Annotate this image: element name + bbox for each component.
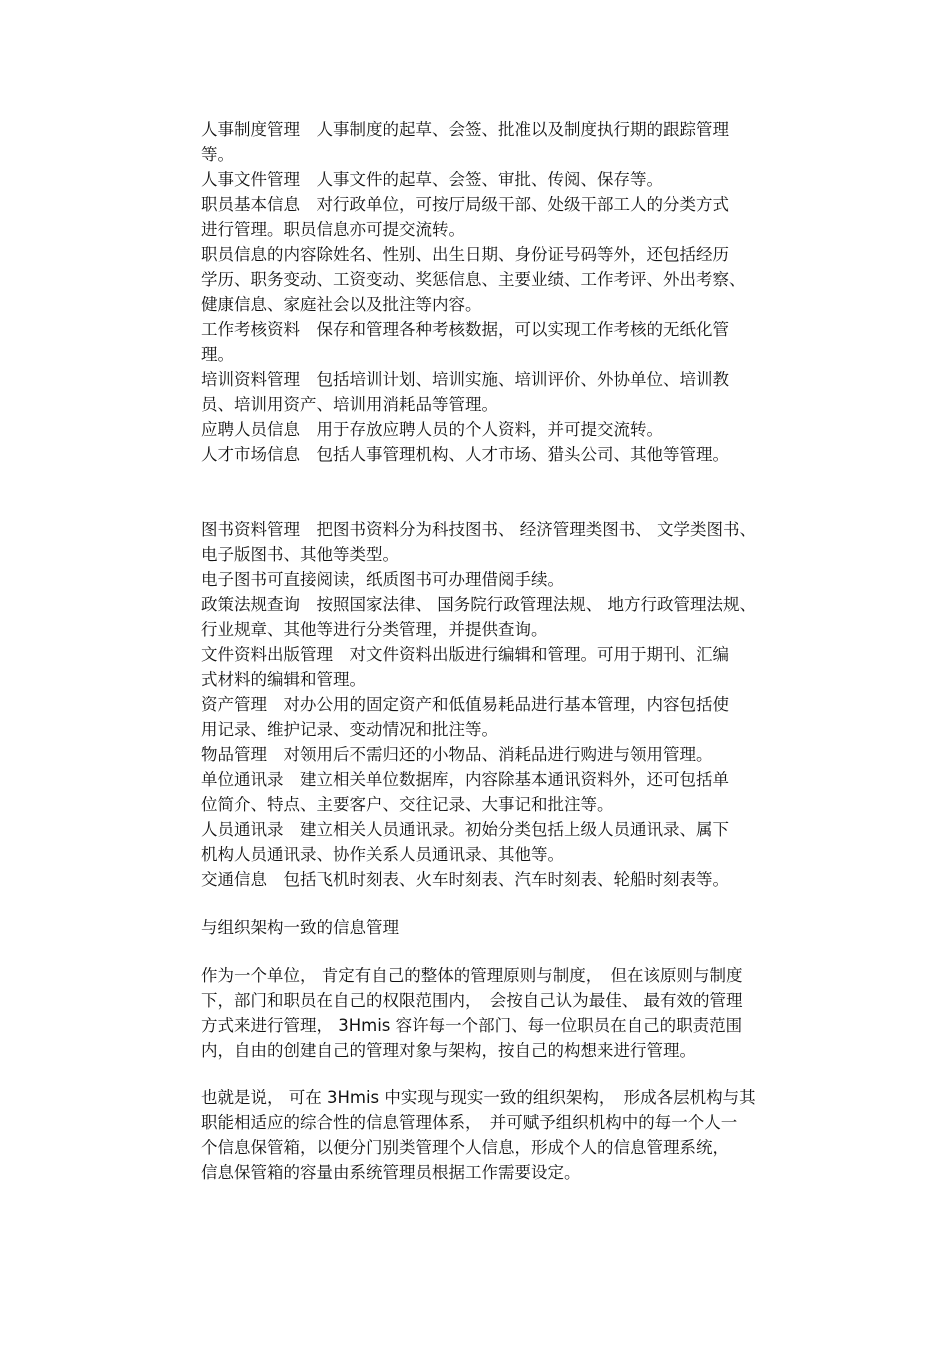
text-line: 人员通讯录 建立相关人员通讯录。初始分类包括上级人员通讯录、属下: [201, 820, 729, 839]
text-line: 方式来进行管理， 3Hmis 容许每一个部门、每一位职员在自己的职责范围: [201, 1016, 743, 1035]
text-line: 信息保管箱的容量由系统管理员根据工作需要设定。: [201, 1163, 581, 1182]
text-line: 应聘人员信息 用于存放应聘人员的个人资料，并可提交流转。: [201, 420, 663, 439]
text-line: 内，自由的创建自己的管理对象与架构，按自己的构想来进行管理。: [201, 1041, 696, 1060]
text-line: 人才市场信息 包括人事管理机构、人才市场、猎头公司、其他等管理。: [201, 445, 729, 464]
text-line: 个信息保管箱，以便分门别类管理个人信息，形成个人的信息管理系统，: [201, 1138, 729, 1157]
text-line: 位简介、特点、主要客户、交往记录、大事记和批注等。: [201, 795, 614, 814]
text-line: 机构人员通讯录、协作关系人员通讯录、其他等。: [201, 845, 564, 864]
text-line: 培训资料管理 包括培训计划、培训实施、培训评价、外协单位、培训教: [201, 370, 729, 389]
text-line: 职员信息的内容除姓名、性别、出生日期、身份证号码等外，还包括经历: [201, 245, 729, 264]
text-line: 资产管理 对办公用的固定资产和低值易耗品进行基本管理，内容包括使: [201, 695, 729, 714]
text-line: 行业规章、其他等进行分类管理，并提供查询。: [201, 620, 548, 639]
text-line: 用记录、维护记录、变动情况和批注等。: [201, 720, 498, 739]
text-line: 作为一个单位， 肯定有自己的整体的管理原则与制度， 但在该原则与制度: [201, 966, 743, 985]
text-line: 电子图书可直接阅读，纸质图书可办理借阅手续。: [201, 570, 564, 589]
section-heading: 与组织架构一致的信息管理: [201, 918, 399, 937]
text-line: 式材料的编辑和管理。: [201, 670, 366, 689]
text-line: 交通信息 包括飞机时刻表、火车时刻表、汽车时刻表、轮船时刻表等。: [201, 870, 729, 889]
text-line: 等。: [201, 145, 234, 164]
text-line: 进行管理。职员信息亦可提交流转。: [201, 220, 465, 239]
text-line: 电子版图书、其他等类型。: [201, 545, 399, 564]
text-line: 单位通讯录 建立相关单位数据库，内容除基本通讯资料外，还可包括单: [201, 770, 729, 789]
text-line: 政策法规查询 按照国家法律、 国务院行政管理法规、 地方行政管理法规、: [201, 595, 756, 614]
text-line: 员、培训用资产、培训用消耗品等管理。: [201, 395, 498, 414]
text-line: 健康信息、家庭社会以及批注等内容。: [201, 295, 482, 314]
text-line: 下，部门和职员在自己的权限范围内， 会按自己认为最佳、 最有效的管理: [201, 991, 743, 1010]
text-line: 文件资料出版管理 对文件资料出版进行编辑和管理。可用于期刊、汇编: [201, 645, 729, 664]
text-line: 工作考核资料 保存和管理各种考核数据，可以实现工作考核的无纸化管: [201, 320, 729, 339]
text-line: 也就是说， 可在 3Hmis 中实现与现实一致的组织架构， 形成各层机构与其: [201, 1088, 756, 1107]
text-line: 理。: [201, 345, 234, 364]
text-line: 学历、职务变动、工资变动、奖惩信息、主要业绩、工作考评、外出考察、: [201, 270, 746, 289]
text-line: 物品管理 对领用后不需归还的小物品、消耗品进行购进与领用管理。: [201, 745, 713, 764]
text-line: 人事文件管理 人事文件的起草、会签、审批、传阅、保存等。: [201, 170, 663, 189]
text-line: 职能相适应的综合性的信息管理体系， 并可赋予组织机构中的每一个人一: [201, 1113, 738, 1132]
text-line: 图书资料管理 把图书资料分为科技图书、 经济管理类图书、 文学类图书、: [201, 520, 756, 539]
text-line: 职员基本信息 对行政单位，可按厅局级干部、处级干部工人的分类方式: [201, 195, 729, 214]
text-line: 人事制度管理 人事制度的起草、会签、批准以及制度执行期的跟踪管理: [201, 120, 729, 139]
